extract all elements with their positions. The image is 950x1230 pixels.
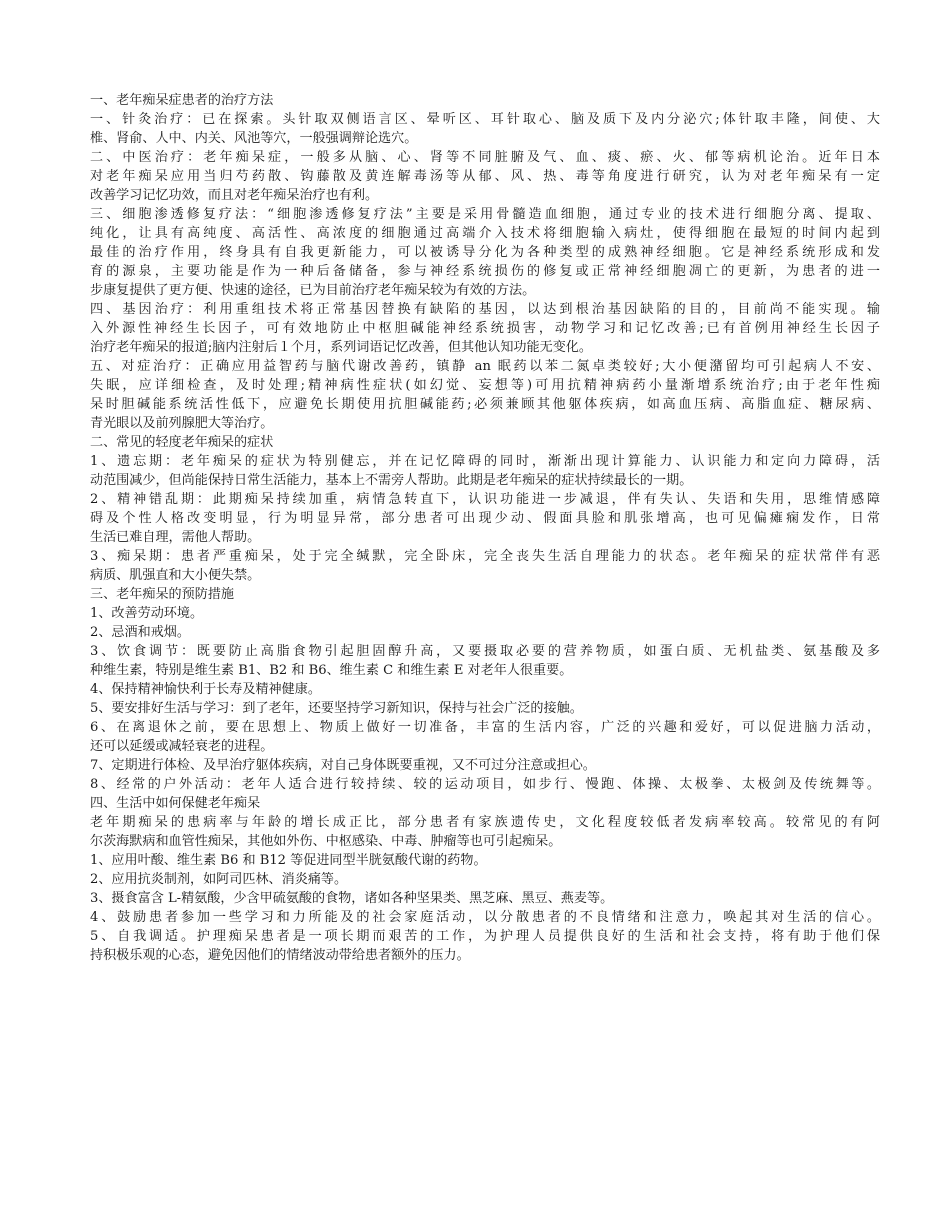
text-line: 对老年痴呆应用当归芍药散、钩藤散及黄连解毒汤等从郁、风、热、毒等角度进行研究，认为对老年痴呆有一定: [90, 169, 880, 184]
text-line: 二、常见的轻度老年痴呆的症状: [90, 435, 274, 450]
text-line: 三、细胞渗透修复疗法：“细胞渗透修复疗法”主要是采用骨髓造血细胞，通过专业的技术进行细胞分离、提取、: [90, 207, 880, 222]
text-line: 8、经常的户外活动：老年人适合进行较持续、较的运动项目，如步行、慢跑、体操、太极拳、太极剑及传统舞等。: [90, 777, 880, 792]
text-line: 3、痴呆期：患者严重痴呆，处于完全缄默，完全卧床，完全丧失生活自理能力的状态。老年痴呆的症状常伴有恶: [90, 549, 880, 564]
text-line: 3、摄食富含 L-精氨酸，少含甲硫氨酸的食物，诸如各种坚果类、黑芝麻、黑豆、燕麦等。: [90, 891, 614, 906]
text-line: 2、应用抗炎制剂，如阿司匹林、消炎痛等。: [90, 872, 348, 887]
text-line: 五、对症治疗：正确应用益智药与脑代谢改善药，镇静 an 眠药以苯二氮卓类较好;大小便潴留均可引起病人不安、: [90, 359, 880, 374]
text-line: 种维生素，特别是维生素 B1、B2 和 B6、维生素 C 和维生素 E 对老年人很重要。: [90, 663, 573, 678]
text-line: 呆时胆碱能系统活性低下，应避免长期使用抗胆碱能药;必须兼顾其他躯体疾病，如高血压病、高脂血症、糖尿病、: [90, 397, 880, 412]
text-line: 生活已难自理，需他人帮助。: [90, 530, 261, 545]
text-line: 动范围减少，但尚能保持日常生活能力，基本上不需旁人帮助。此期是老年痴呆的症状持续最长的一期。: [90, 473, 693, 488]
text-line: 3、饮食调节：既要防止高脂食物引起胆固醇升高，又要摄取必要的营养物质，如蛋白质、无机盐类、氨基酸及多: [90, 644, 880, 659]
text-line: 治疗老年痴呆的报道;脑内注射后１个月，系列词语记忆改善，但其他认知功能无变化。: [90, 340, 592, 355]
document-page: [90, 91, 880, 965]
text-line: 2、精神错乱期：此期痴呆持续加重，病情急转直下，认识功能进一步减退，伴有失认、失语和失用，思维情感障: [90, 492, 880, 507]
text-line: 椎、肾俞、人中、内关、风池等穴，一般强调辩论选穴。: [90, 131, 418, 146]
text-line: 5、自我调适。护理痴呆患者是一项长期而艰苦的工作，为护理人员提供良好的生活和社会支持，将有助于他们保: [90, 929, 880, 944]
text-line: 最佳的治疗作用，终身具有自我更新能力，可以被诱导分化为各种类型的成熟神经细胞。它是神经系统形成和发: [90, 245, 880, 260]
text-line: 4、鼓励患者参加一些学习和力所能及的社会家庭活动，以分散患者的不良情绪和注意力，唤起其对生活的信心。: [90, 910, 880, 925]
text-line: 7、定期进行体检、及早治疗躯体疾病，对自己身体既要重视，又不可过分注意或担心。: [90, 758, 596, 773]
text-line: 四、基因治疗：利用重组技术将正常基因替换有缺陷的基因，以达到根治基因缺陷的目的，目前尚不能实现。输: [90, 302, 880, 317]
text-line: 1、改善劳动环境。: [90, 606, 204, 621]
text-line: 改善学习记忆功效，而且对老年痴呆治疗也有利。: [90, 188, 379, 203]
text-line: 尔茨海默病和血管性痴呆，其他如外伤、中枢感染、中毒、肿瘤等也可引起痴呆。: [90, 834, 562, 849]
text-line: 入外源性神经生长因子，可有效地防止中枢胆碱能神经系统损害，动物学习和记忆改善;已有首例用神经生长因子: [90, 321, 880, 336]
text-line: 持积极乐观的心态，避免因他们的情绪波动带给患者额外的压力。: [90, 948, 470, 963]
text-line: 青光眼以及前列腺肥大等治疗。: [90, 416, 274, 431]
text-line: 2、忌酒和戒烟。: [90, 625, 190, 640]
text-line: 三、老年痴呆的预防措施: [90, 587, 235, 602]
text-line: 一、针灸治疗：已在探索。头针取双侧语言区、晕听区、耳针取心、脑及质下及内分泌穴;体针取丰隆，间使、大: [90, 112, 880, 127]
text-line: 二、中医治疗：老年痴呆症，一般多从脑、心、肾等不同脏腑及气、血、痰、瘀、火、郁等病机论治。近年日本: [90, 150, 880, 165]
text-line: 1、应用叶酸、维生素 B6 和 B12 等促进同型半胱氨酸代谢的药物。: [90, 853, 487, 868]
text-line: 一、老年痴呆症患者的治疗方法: [90, 93, 274, 108]
text-line: 6、在离退休之前，要在思想上、物质上做好一切准备，丰富的生活内容，广泛的兴趣和爱好，可以促进脑力活动，: [90, 720, 880, 735]
text-line: 1、遗忘期：老年痴呆的症状为特别健忘，并在记忆障碍的同时，渐渐出现计算能力、认识能力和定向力障碍，活: [90, 454, 880, 469]
text-line: 碍及个性人格改变明显，行为明显异常，部分患者可出现少动、假面具脸和肌张增高，也可见偏瘫痫发作，日常: [90, 511, 880, 526]
text-line: 育的源泉，主要功能是作为一种后备储备，参与神经系统损伤的修复或正常神经细胞凋亡的更新，为患者的进一: [90, 264, 880, 279]
text-line: 4、保持精神愉快利于长寿及精神健康。: [90, 682, 321, 697]
text-line: 5、要安排好生活与学习：到了老年，还要坚持学习新知识，保持与社会广泛的接触。: [90, 701, 583, 716]
text-line: 老年期痴呆的患病率与年龄的增长成正比，部分患者有家族遗传史，文化程度较低者发病率较高。较常见的有阿: [90, 815, 880, 830]
text-line: 纯化，让具有高纯度、高活性、高浓度的细胞通过高端介入技术将细胞输入病灶，使得细胞在最短的时间内起到: [90, 226, 880, 241]
text-line: 四、生活中如何保健老年痴呆: [90, 796, 261, 811]
text-line: 失眠，应详细检查，及时处理;精神病性症状(如幻觉、妄想等)可用抗精神病药小量渐增系统治疗;由于老年性痴: [90, 378, 880, 393]
text-line: 病质、肌强直和大小便失禁。: [90, 568, 261, 583]
text-line: 步康复提供了更方便、快速的途径，已为目前治疗老年痴呆较为有效的方法。: [90, 283, 536, 298]
text-line: 还可以延缓或减轻衰老的进程。: [90, 739, 274, 754]
